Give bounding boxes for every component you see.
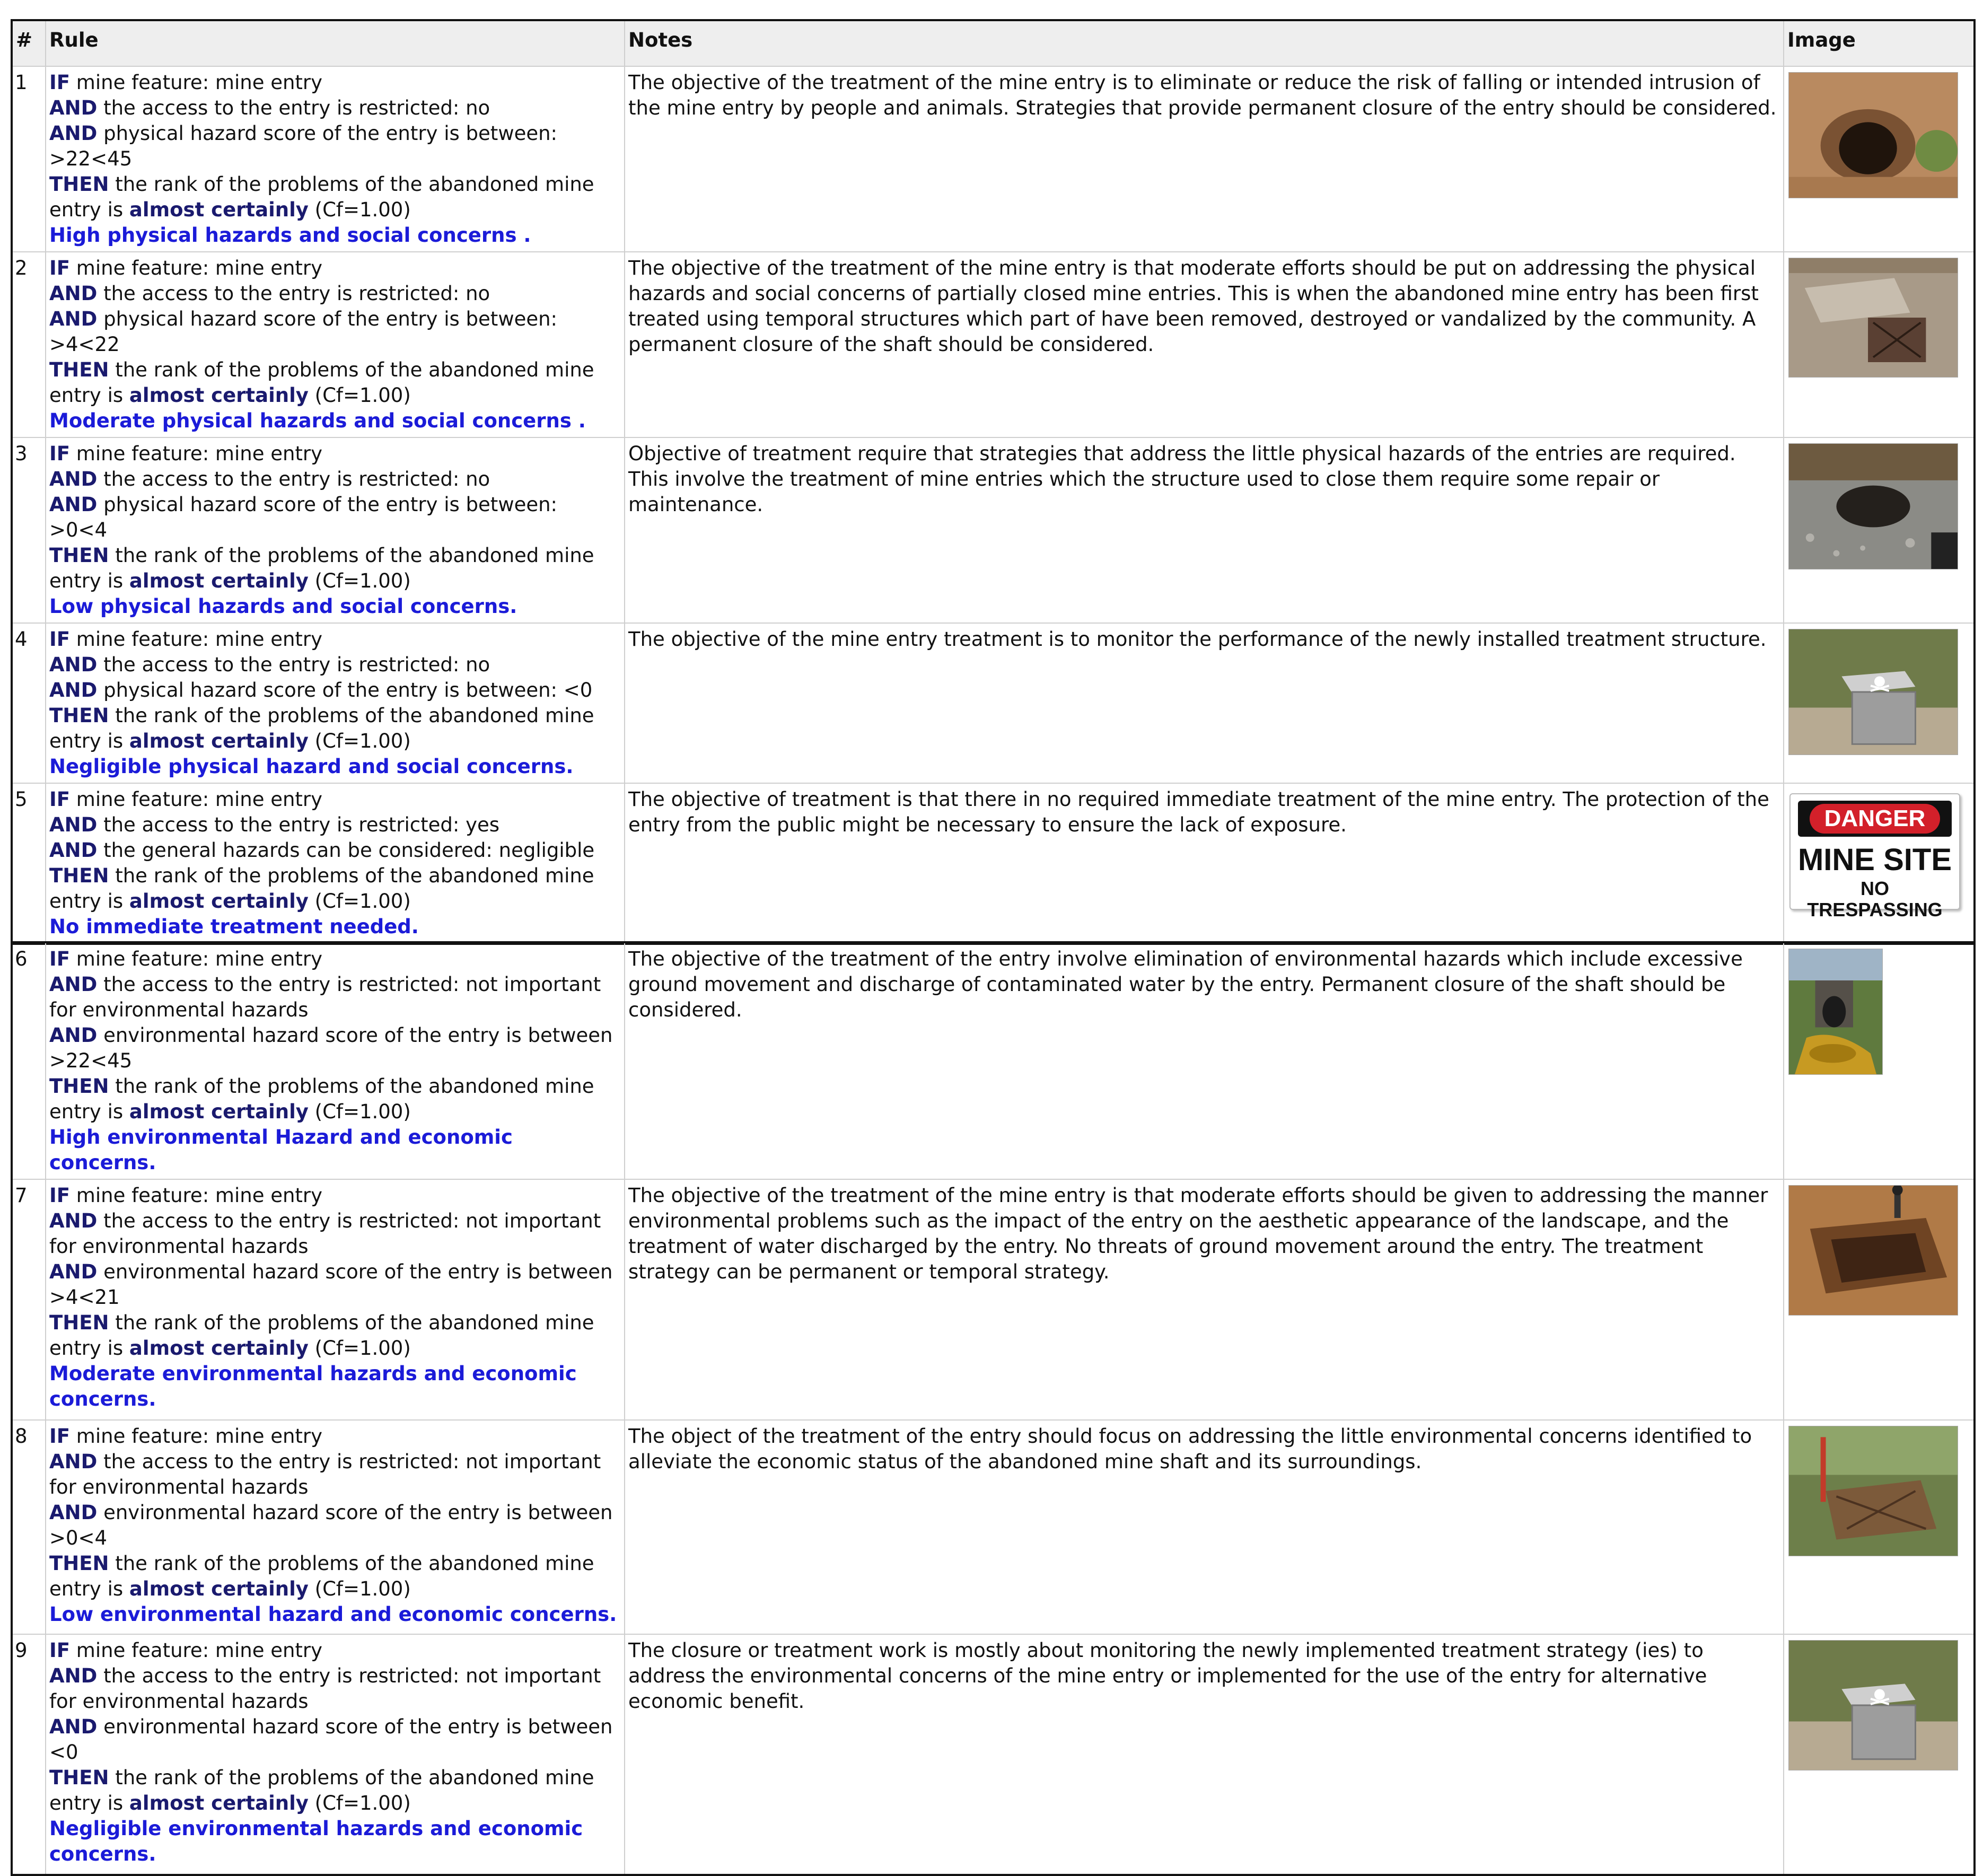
rule-text xyxy=(46,783,625,944)
rule-text xyxy=(46,66,625,252)
keyword-and: AND xyxy=(49,653,98,676)
rule-conclusion: High environmental Hazard and economic concerns. xyxy=(49,1126,513,1174)
rule-conclusion: Negligible physical hazard and social concerns. xyxy=(49,755,574,778)
rule-notes: Objective of treatment require that strategies that address the little physical hazards of the entries are required. This involve the treatment of mine entries which the structure used to close them require some repair or maintenance. xyxy=(625,437,1784,623)
rule-image-cell xyxy=(1784,1179,1975,1420)
rule-notes: The objective of the treatment of the mine entry is to eliminate or reduce the risk of falling or intended intrusion of the mine entry by people and animals. Strategies that provide permanent closure of the entry should be considered. xyxy=(625,66,1784,252)
keyword-and: AND xyxy=(49,122,98,145)
rule-image-cell xyxy=(1784,623,1975,783)
rule-and-clause: the access to the entry is restricted: yes xyxy=(97,813,500,836)
rule-conclusion: High physical hazards and social concerns . xyxy=(49,224,531,247)
rule-cf: (Cf=1.00) xyxy=(308,1577,411,1600)
rule-then-clause: the rank of the problems of the abandoned mine entry is xyxy=(49,864,594,913)
rule-and-clause: the access to the entry is restricted: no xyxy=(97,468,490,490)
rule-image-cell xyxy=(1784,437,1975,623)
rules-table-bottom xyxy=(11,941,1976,1876)
rule-certainty: almost certainly xyxy=(129,1577,309,1600)
rule-cf: (Cf=1.00) xyxy=(308,890,411,913)
keyword-and: AND xyxy=(49,97,98,119)
rule-and-clause: the access to the entry is restricted: not important for environmental hazards xyxy=(49,1209,601,1258)
rule-notes: The objective of the treatment of the entry involve elimination of environmental hazards which include excessive ground movement and discharge of contaminated water by the entry. Permanent closure of the shaft should be considered. xyxy=(625,942,1784,1179)
rule-image-cell xyxy=(1784,66,1975,252)
keyword-and: AND xyxy=(49,1450,98,1473)
table-row xyxy=(12,1634,1975,1875)
keyword-then: THEN xyxy=(49,1075,109,1098)
open-pit-icon xyxy=(1788,72,1958,198)
keyword-and: AND xyxy=(49,468,98,490)
table-row xyxy=(12,623,1975,783)
keyword-and: AND xyxy=(49,1260,98,1283)
rule-text xyxy=(46,1634,625,1875)
sign-danger-text: DANGER xyxy=(1810,804,1940,834)
rule-and-clause: physical hazard score of the entry is between: <0 xyxy=(97,679,593,702)
rule-and-clause: environmental hazard score of the entry is between >22<45 xyxy=(49,1024,613,1072)
header-num: # xyxy=(12,20,46,66)
rule-conclusion: No immediate treatment needed. xyxy=(49,915,419,938)
rule-cf: (Cf=1.00) xyxy=(308,1792,411,1814)
keyword-and: AND xyxy=(49,679,98,702)
rule-and-clause: physical hazard score of the entry is between: >0<4 xyxy=(49,493,558,541)
rule-cf: (Cf=1.00) xyxy=(308,1337,411,1360)
table-row xyxy=(12,437,1975,623)
table-row xyxy=(12,942,1975,1179)
rule-conclusion: Moderate physical hazards and social concerns . xyxy=(49,409,586,432)
rule-and-clause: physical hazard score of the entry is between: >4<22 xyxy=(49,308,558,356)
header-notes: Notes xyxy=(625,20,1784,66)
rule-cf: (Cf=1.00) xyxy=(308,730,411,752)
gravel-hole-icon xyxy=(1788,443,1958,569)
rules-table-top xyxy=(11,19,1976,945)
keyword-and: AND xyxy=(49,1664,98,1687)
rule-conclusion: Low environmental hazard and economic concerns. xyxy=(49,1603,617,1626)
rule-cf: (Cf=1.00) xyxy=(308,198,411,221)
rule-cf: (Cf=1.00) xyxy=(308,1100,411,1123)
table-row xyxy=(12,66,1975,252)
rule-image-cell xyxy=(1784,942,1975,1179)
danger-sign-icon xyxy=(1789,793,1960,921)
rule-image-cell xyxy=(1784,252,1975,437)
keyword-and: AND xyxy=(49,1024,98,1047)
keyword-and: AND xyxy=(49,813,98,836)
rule-and-clause: environmental hazard score of the entry is between >4<21 xyxy=(49,1260,613,1309)
rule-certainty: almost certainly xyxy=(129,569,309,592)
rule-notes: The objective of the mine entry treatment is to monitor the performance of the newly installed treatment structure. xyxy=(625,623,1784,783)
rule-and-clause: the access to the entry is restricted: no xyxy=(97,653,490,676)
rule-text xyxy=(46,1420,625,1634)
rule-and-clause: the access to the entry is restricted: no xyxy=(97,282,490,305)
rule-if-clause: mine feature: mine entry xyxy=(70,442,323,465)
keyword-then: THEN xyxy=(49,1766,109,1789)
keyword-and: AND xyxy=(49,282,98,305)
keyword-and: AND xyxy=(49,308,98,330)
rule-notes: The objective of the treatment of the mine entry is that moderate efforts should be given to addressing the manner environmental problems such as the impact of the entry on the aesthetic appearance of the landscape, and the treatment of water discharged by the entry. No threats of ground movement around the entry. The treatment strategy can be permanent or temporal strategy. xyxy=(625,1179,1784,1420)
rule-then-clause: the rank of the problems of the abandoned mine entry is xyxy=(49,704,594,752)
rule-image-cell xyxy=(1784,1634,1975,1875)
concrete-cap-icon xyxy=(1788,629,1958,755)
sign-mine-site-text: MINE SITE xyxy=(1797,843,1952,877)
concrete-cap-icon xyxy=(1788,1640,1958,1770)
keyword-if: IF xyxy=(49,1184,71,1207)
rule-certainty: almost certainly xyxy=(129,384,309,407)
keyword-and: AND xyxy=(49,973,98,996)
rule-if-clause: mine feature: mine entry xyxy=(70,1184,323,1207)
rule-and-clause: physical hazard score of the entry is between: >22<45 xyxy=(49,122,558,170)
keyword-and: AND xyxy=(49,1209,98,1232)
table-row xyxy=(12,252,1975,437)
keyword-if: IF xyxy=(49,71,71,94)
rule-number: 3 xyxy=(12,437,46,623)
keyword-then: THEN xyxy=(49,1311,109,1334)
rule-conclusion: Negligible environmental hazards and economic concerns. xyxy=(49,1817,583,1865)
rule-if-clause: mine feature: mine entry xyxy=(70,1425,323,1448)
keyword-then: THEN xyxy=(49,864,109,887)
rule-number: 2 xyxy=(12,252,46,437)
rule-cf: (Cf=1.00) xyxy=(308,384,411,407)
keyword-and: AND xyxy=(49,839,98,862)
rule-number: 1 xyxy=(12,66,46,252)
excavation-icon xyxy=(1788,1185,1958,1316)
rule-then-clause: the rank of the problems of the abandoned mine entry is xyxy=(49,173,594,221)
rule-notes: The objective of treatment is that there in no required immediate treatment of the mine entry. The protection of the entry from the public might be necessary to ensure the lack of exposure. xyxy=(625,783,1784,944)
keyword-if: IF xyxy=(49,1425,71,1448)
rule-text xyxy=(46,252,625,437)
keyword-then: THEN xyxy=(49,544,109,567)
keyword-if: IF xyxy=(49,442,71,465)
keyword-and: AND xyxy=(49,493,98,516)
keyword-if: IF xyxy=(49,788,71,811)
rule-conclusion: Low physical hazards and social concerns. xyxy=(49,595,517,618)
rule-and-clause: the access to the entry is restricted: not important for environmental hazards xyxy=(49,1664,601,1713)
rule-and-clause: the access to the entry is restricted: not important for environmental hazards xyxy=(49,1450,601,1498)
rule-if-clause: mine feature: mine entry xyxy=(70,71,323,94)
header-rule: Rule xyxy=(46,20,625,66)
rule-text xyxy=(46,1179,625,1420)
rule-notes: The objective of the treatment of the mine entry is that moderate efforts should be put on addressing the physical hazards and social concerns of partially closed mine entries. This is when the abandoned mine entry has been first treated using temporal structures which part of have been removed, destroyed or vandalized by the community. A permanent closure of the shaft should be considered. xyxy=(625,252,1784,437)
rule-then-clause: the rank of the problems of the abandoned mine entry is xyxy=(49,1311,594,1360)
keyword-then: THEN xyxy=(49,704,109,727)
rule-number: 5 xyxy=(12,783,46,944)
rule-number: 7 xyxy=(12,1179,46,1420)
rule-if-clause: mine feature: mine entry xyxy=(70,788,323,811)
rule-text xyxy=(46,623,625,783)
rule-certainty: almost certainly xyxy=(129,1792,309,1814)
rule-number: 6 xyxy=(12,942,46,1179)
rule-and-clause: the general hazards can be considered: negligible xyxy=(97,839,595,862)
keyword-if: IF xyxy=(49,948,71,970)
rule-certainty: almost certainly xyxy=(129,198,309,221)
header-image: Image xyxy=(1784,20,1975,66)
rule-and-clause: the access to the entry is restricted: no xyxy=(97,97,490,119)
rule-if-clause: mine feature: mine entry xyxy=(70,628,323,651)
rule-then-clause: the rank of the problems of the abandoned mine entry is xyxy=(49,1075,594,1123)
keyword-then: THEN xyxy=(49,1552,109,1575)
rule-certainty: almost certainly xyxy=(129,730,309,752)
adit-drainage-icon xyxy=(1788,949,1883,1075)
rule-then-clause: the rank of the problems of the abandoned mine entry is xyxy=(49,544,594,592)
rule-image-cell xyxy=(1784,1420,1975,1634)
rule-and-clause: the access to the entry is restricted: not important for environmental hazards xyxy=(49,973,601,1021)
keyword-and: AND xyxy=(49,1715,98,1738)
rule-certainty: almost certainly xyxy=(129,1100,309,1123)
keyword-if: IF xyxy=(49,628,71,651)
rule-then-clause: the rank of the problems of the abandoned mine entry is xyxy=(49,1766,594,1814)
slab-ruin-icon xyxy=(1788,258,1958,378)
rule-cf: (Cf=1.00) xyxy=(308,569,411,592)
table-row xyxy=(12,783,1975,944)
rule-number: 4 xyxy=(12,623,46,783)
rule-if-clause: mine feature: mine entry xyxy=(70,948,323,970)
rule-number: 8 xyxy=(12,1420,46,1634)
table-header-row xyxy=(12,20,1975,66)
rule-notes: The closure or treatment work is mostly about monitoring the newly implemented treatment strategy (ies) to address the environmental concerns of the mine entry or implemented for the use of the entry for alternative economic benefit. xyxy=(625,1634,1784,1875)
table-row xyxy=(12,1179,1975,1420)
rule-conclusion: Moderate environmental hazards and economic concerns. xyxy=(49,1362,577,1410)
keyword-then: THEN xyxy=(49,173,109,196)
rule-then-clause: the rank of the problems of the abandoned mine entry is xyxy=(49,1552,594,1600)
rule-and-clause: environmental hazard score of the entry is between <0 xyxy=(49,1715,613,1764)
rule-number: 9 xyxy=(12,1634,46,1875)
rule-text xyxy=(46,437,625,623)
keyword-if: IF xyxy=(49,257,71,279)
overgrown-shaft-icon xyxy=(1788,1426,1958,1556)
rule-if-clause: mine feature: mine entry xyxy=(70,257,323,279)
rule-notes: The object of the treatment of the entry should focus on addressing the little environmental concerns identified to alleviate the economic status of the abandoned mine shaft and its surroundings. xyxy=(625,1420,1784,1634)
table-row xyxy=(12,1420,1975,1634)
rule-then-clause: the rank of the problems of the abandoned mine entry is xyxy=(49,358,594,407)
rule-if-clause: mine feature: mine entry xyxy=(70,1639,323,1662)
rule-and-clause: environmental hazard score of the entry is between >0<4 xyxy=(49,1501,613,1549)
rule-image-cell xyxy=(1784,783,1975,944)
keyword-if: IF xyxy=(49,1639,71,1662)
rule-certainty: almost certainly xyxy=(129,890,309,913)
sign-no-trespassing-text: NO TRESPASSING xyxy=(1807,878,1943,921)
keyword-and: AND xyxy=(49,1501,98,1524)
rule-certainty: almost certainly xyxy=(129,1337,309,1360)
rule-text xyxy=(46,942,625,1179)
keyword-then: THEN xyxy=(49,358,109,381)
